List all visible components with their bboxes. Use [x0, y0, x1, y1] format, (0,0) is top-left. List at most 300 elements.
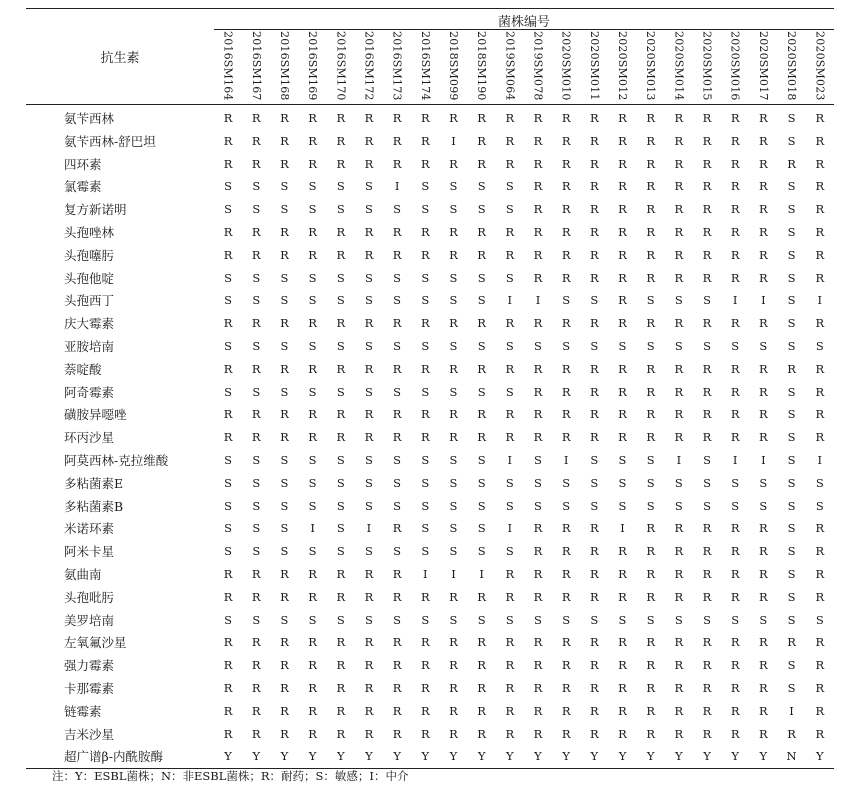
result-cell: R: [561, 202, 571, 217]
result-cell: R: [280, 566, 289, 581]
antibiotic-name: 阿奇霉素: [64, 384, 115, 400]
result-cell: S: [787, 430, 796, 445]
result-cell: Y: [496, 745, 524, 768]
result-cell: R: [251, 361, 261, 376]
result-cell: R: [730, 133, 740, 148]
result-cell: R: [730, 658, 740, 673]
result-cell: R: [392, 521, 402, 536]
result-cell: R: [308, 635, 317, 650]
result-cell: R: [280, 110, 289, 125]
result-cell: R: [533, 430, 543, 445]
result-cell: R: [618, 133, 627, 148]
result-cell: R: [308, 430, 317, 445]
result-cell: S: [534, 452, 542, 467]
result-cell: R: [251, 703, 261, 718]
result-cell: S: [759, 612, 768, 627]
result-cell: S: [336, 612, 345, 627]
result-cell: R: [505, 316, 515, 331]
strain-id-label: 2016SM172: [362, 31, 376, 101]
result-cell: R: [702, 635, 712, 650]
result-cell: R: [533, 521, 543, 536]
result-cell: R: [730, 110, 740, 125]
result-cell: R: [646, 179, 655, 194]
table-row: [26, 221, 834, 244]
result-cell: R: [589, 361, 599, 376]
table-row: [26, 745, 834, 768]
result-cell: S: [280, 452, 289, 467]
result-cell: R: [561, 247, 571, 262]
result-cell: R: [759, 726, 768, 741]
result-cell: R: [646, 247, 655, 262]
result-cell: R: [505, 407, 515, 422]
result-cell: R: [449, 658, 458, 673]
result-cell: R: [392, 635, 402, 650]
result-cell: R: [589, 384, 599, 399]
result-cell: R: [589, 133, 599, 148]
result-cell: R: [702, 726, 712, 741]
result-cell: R: [533, 566, 543, 581]
result-cell: R: [787, 361, 796, 376]
result-cell: R: [420, 110, 430, 125]
result-cell: S: [365, 452, 373, 467]
result-cell: S: [252, 544, 261, 559]
result-cell: R: [702, 179, 712, 194]
result-cell: R: [674, 202, 684, 217]
strain-column-header: [383, 31, 411, 104]
result-cell: R: [251, 133, 261, 148]
antibiotic-name: 氨苄西林-舒巴坦: [64, 133, 156, 149]
result-cell: S: [308, 179, 317, 194]
result-cell: R: [223, 133, 233, 148]
result-cell: R: [815, 430, 825, 445]
antibiotic-name: 复方新诺明: [64, 202, 127, 218]
result-cell: R: [223, 589, 233, 604]
result-cell: R: [759, 658, 768, 673]
result-cell: R: [618, 658, 627, 673]
result-cell: S: [618, 475, 627, 490]
result-cell: R: [674, 726, 684, 741]
result-cell: S: [421, 498, 430, 513]
table-row: [26, 471, 834, 494]
table-row: [26, 152, 834, 175]
result-cell: S: [815, 475, 824, 490]
result-cell: S: [477, 475, 486, 490]
result-cell: R: [449, 703, 458, 718]
result-cell: S: [393, 612, 402, 627]
result-cell: R: [364, 133, 374, 148]
result-cell: R: [533, 133, 543, 148]
result-cell: N: [777, 745, 805, 768]
result-cell: S: [421, 293, 430, 308]
result-cell: R: [477, 133, 486, 148]
result-cell: S: [646, 612, 655, 627]
strain-column-header: [637, 31, 665, 104]
result-cell: S: [787, 270, 796, 285]
result-cell: R: [759, 179, 768, 194]
result-cell: I: [535, 293, 541, 308]
result-cell: S: [505, 384, 514, 399]
result-cell: I: [394, 179, 400, 194]
result-cell: S: [449, 475, 458, 490]
result-cell: R: [702, 361, 712, 376]
result-cell: R: [702, 384, 712, 399]
result-cell: R: [759, 270, 768, 285]
result-cell: R: [308, 566, 317, 581]
antibiotic-name: 头孢西丁: [64, 293, 115, 309]
result-cell: R: [336, 589, 346, 604]
antibiotic-name: 米诺环素: [64, 521, 115, 537]
result-cell: Y: [524, 745, 552, 768]
result-cell: Y: [693, 745, 721, 768]
result-cell: S: [703, 475, 711, 490]
result-cell: S: [224, 475, 233, 490]
result-cell: S: [336, 452, 345, 467]
result-cell: S: [252, 612, 261, 627]
result-cell: R: [702, 110, 712, 125]
result-cell: S: [224, 612, 233, 627]
result-cell: R: [589, 658, 599, 673]
result-cell: R: [280, 726, 289, 741]
result-cell: R: [336, 703, 346, 718]
strain-id-label: 2018SM190: [475, 31, 489, 101]
result-cell: S: [393, 498, 402, 513]
antibiotic-name: 卡那霉素: [64, 680, 115, 696]
result-cell: R: [674, 133, 684, 148]
result-cell: S: [534, 338, 542, 353]
result-cell: S: [787, 566, 796, 581]
result-cell: R: [533, 156, 543, 171]
result-cell: R: [223, 361, 233, 376]
result-cell: R: [223, 247, 233, 262]
table-body: [26, 104, 834, 768]
result-cell: R: [505, 224, 515, 239]
strain-column-header: [411, 31, 439, 104]
result-cell: S: [421, 612, 430, 627]
result-cell: S: [308, 498, 317, 513]
result-cell: I: [451, 566, 456, 581]
result-cell: S: [393, 293, 402, 308]
result-cell: R: [646, 224, 655, 239]
result-cell: Y: [665, 745, 693, 768]
result-cell: S: [646, 338, 655, 353]
strain-id-label: 2019SM078: [531, 31, 545, 101]
result-cell: S: [308, 202, 317, 217]
result-cell: S: [336, 202, 345, 217]
result-cell: S: [703, 612, 711, 627]
result-cell: S: [505, 475, 514, 490]
result-cell: S: [336, 475, 345, 490]
result-cell: S: [674, 612, 683, 627]
result-cell: R: [364, 110, 374, 125]
result-cell: S: [787, 338, 796, 353]
table-row: [26, 198, 834, 221]
result-cell: I: [817, 452, 823, 467]
result-cell: S: [449, 498, 458, 513]
result-cell: R: [223, 566, 233, 581]
result-cell: R: [618, 110, 627, 125]
strain-id-label: 2020SM023: [813, 31, 827, 101]
result-cell: R: [730, 247, 740, 262]
result-cell: Y: [242, 745, 270, 768]
result-cell: R: [308, 224, 317, 239]
result-cell: R: [420, 316, 430, 331]
result-cell: S: [787, 202, 796, 217]
result-cell: S: [562, 612, 571, 627]
result-cell: S: [252, 521, 261, 536]
result-cell: R: [251, 726, 261, 741]
result-cell: R: [336, 110, 346, 125]
result-cell: R: [280, 703, 289, 718]
result-cell: R: [759, 430, 768, 445]
result-cell: R: [815, 110, 825, 125]
result-cell: R: [618, 270, 627, 285]
result-cell: R: [759, 110, 768, 125]
result-cell: R: [815, 407, 825, 422]
result-cell: R: [561, 110, 571, 125]
result-cell: S: [674, 338, 683, 353]
result-cell: S: [280, 179, 289, 194]
result-cell: R: [251, 680, 261, 695]
result-cell: R: [420, 635, 430, 650]
result-cell: R: [561, 703, 571, 718]
result-cell: R: [533, 202, 543, 217]
strain-column-header: [806, 31, 834, 104]
result-cell: R: [702, 589, 712, 604]
result-cell: S: [365, 612, 373, 627]
antibiotic-name: 阿莫西林-克拉维酸: [64, 452, 169, 468]
result-cell: R: [702, 247, 712, 262]
result-cell: R: [646, 430, 655, 445]
result-cell: R: [702, 202, 712, 217]
result-cell: R: [533, 361, 543, 376]
result-cell: R: [759, 544, 768, 559]
table-row: [26, 517, 834, 540]
result-cell: R: [561, 521, 571, 536]
result-cell: R: [674, 179, 684, 194]
result-cell: R: [646, 566, 655, 581]
result-cell: S: [421, 179, 430, 194]
antibiotic-name: 氯霉素: [64, 179, 102, 195]
result-cell: R: [251, 566, 261, 581]
result-cell: R: [477, 430, 486, 445]
result-cell: I: [732, 293, 738, 308]
result-cell: S: [252, 293, 261, 308]
result-cell: R: [392, 156, 402, 171]
result-cell: S: [787, 544, 796, 559]
result-cell: R: [533, 658, 543, 673]
result-cell: R: [815, 384, 825, 399]
result-cell: R: [618, 247, 627, 262]
result-cell: R: [618, 293, 627, 308]
result-cell: R: [336, 430, 346, 445]
result-cell: R: [759, 224, 768, 239]
result-cell: R: [336, 247, 346, 262]
result-cell: R: [449, 361, 458, 376]
result-cell: S: [393, 338, 402, 353]
result-cell: S: [562, 475, 571, 490]
result-cell: R: [730, 521, 740, 536]
result-cell: S: [674, 498, 683, 513]
result-cell: Y: [355, 745, 383, 768]
result-cell: R: [505, 361, 515, 376]
result-cell: S: [787, 384, 796, 399]
result-cell: S: [477, 498, 486, 513]
result-cell: R: [702, 224, 712, 239]
result-cell: R: [251, 658, 261, 673]
result-cell: R: [280, 407, 289, 422]
result-cell: R: [364, 316, 374, 331]
result-cell: R: [308, 247, 317, 262]
result-cell: S: [449, 452, 458, 467]
result-cell: R: [759, 589, 768, 604]
result-cell: R: [449, 156, 458, 171]
result-cell: S: [731, 475, 740, 490]
result-cell: R: [646, 156, 655, 171]
result-cell: I: [507, 452, 513, 467]
result-cell: S: [787, 179, 796, 194]
result-cell: R: [730, 384, 740, 399]
result-cell: R: [477, 658, 486, 673]
result-cell: S: [421, 475, 430, 490]
result-cell: S: [252, 384, 261, 399]
result-cell: R: [364, 247, 374, 262]
result-cell: R: [477, 589, 486, 604]
result-cell: S: [646, 498, 655, 513]
result-cell: R: [449, 316, 458, 331]
result-cell: S: [731, 338, 740, 353]
result-cell: S: [590, 612, 599, 627]
result-cell: R: [815, 133, 825, 148]
result-cell: R: [815, 316, 825, 331]
result-cell: R: [702, 133, 712, 148]
result-cell: S: [505, 179, 514, 194]
result-cell: I: [451, 133, 456, 148]
antibiotic-name: 头孢唑林: [64, 224, 115, 240]
result-cell: R: [223, 703, 233, 718]
result-cell: R: [815, 589, 825, 604]
strain-id-label: 2016SM169: [306, 31, 320, 101]
result-cell: R: [533, 384, 543, 399]
result-cell: I: [507, 293, 513, 308]
result-cell: S: [477, 544, 486, 559]
result-cell: S: [336, 384, 345, 399]
result-cell: S: [477, 452, 486, 467]
result-cell: R: [420, 247, 430, 262]
result-cell: R: [815, 270, 825, 285]
result-cell: R: [787, 726, 796, 741]
result-cell: R: [449, 407, 458, 422]
result-cell: R: [730, 589, 740, 604]
result-cell: I: [761, 293, 766, 308]
result-cell: Y: [721, 745, 749, 768]
result-cell: R: [730, 544, 740, 559]
result-cell: S: [252, 475, 261, 490]
result-cell: S: [731, 498, 740, 513]
result-cell: R: [336, 635, 346, 650]
result-cell: R: [589, 110, 599, 125]
strain-column-header: [439, 31, 467, 104]
result-cell: R: [477, 680, 486, 695]
strain-id-label: 2020SM015: [700, 31, 714, 101]
table-row: [26, 129, 834, 152]
result-cell: S: [618, 498, 627, 513]
result-cell: R: [730, 316, 740, 331]
result-cell: S: [590, 475, 599, 490]
result-cell: R: [674, 658, 684, 673]
result-cell: R: [589, 726, 599, 741]
result-cell: R: [702, 680, 712, 695]
result-cell: R: [392, 430, 402, 445]
result-cell: R: [618, 361, 627, 376]
result-cell: R: [815, 202, 825, 217]
result-cell: R: [308, 658, 317, 673]
result-cell: R: [449, 635, 458, 650]
result-cell: R: [449, 224, 458, 239]
result-cell: R: [674, 544, 684, 559]
result-cell: R: [533, 407, 543, 422]
antibiotic-name: 多粘菌素E: [64, 475, 124, 491]
result-cell: R: [392, 224, 402, 239]
result-cell: R: [589, 544, 599, 559]
result-cell: R: [477, 726, 486, 741]
result-cell: R: [561, 316, 571, 331]
result-cell: R: [533, 726, 543, 741]
table-row: [26, 426, 834, 449]
result-cell: R: [505, 156, 515, 171]
result-cell: R: [364, 726, 374, 741]
table-row: [26, 608, 834, 631]
result-cell: R: [618, 384, 627, 399]
table-row: [26, 699, 834, 722]
result-cell: R: [251, 589, 261, 604]
result-cell: I: [423, 566, 428, 581]
result-cell: S: [477, 202, 486, 217]
result-cell: S: [477, 521, 486, 536]
result-cell: R: [533, 635, 543, 650]
result-cell: S: [421, 338, 430, 353]
result-cell: R: [364, 680, 374, 695]
result-cell: R: [759, 635, 768, 650]
result-cell: R: [674, 156, 684, 171]
result-cell: S: [590, 452, 599, 467]
result-cell: S: [505, 270, 514, 285]
result-cell: R: [646, 680, 655, 695]
result-cell: I: [507, 521, 513, 536]
strain-column-header: [608, 31, 636, 104]
strain-column-header: [749, 31, 777, 104]
result-cell: R: [336, 156, 346, 171]
result-cell: S: [365, 475, 373, 490]
strain-id-label: 2016SM168: [277, 31, 291, 101]
result-cell: R: [420, 658, 430, 673]
result-cell: S: [505, 498, 514, 513]
strain-column-header: [270, 31, 298, 104]
result-cell: S: [252, 179, 261, 194]
result-cell: S: [787, 589, 796, 604]
result-cell: R: [759, 703, 768, 718]
result-cell: S: [365, 202, 373, 217]
result-cell: R: [589, 635, 599, 650]
result-cell: R: [646, 407, 655, 422]
result-cell: R: [561, 726, 571, 741]
result-cell: S: [787, 452, 796, 467]
result-cell: S: [336, 270, 345, 285]
result-cell: R: [730, 407, 740, 422]
result-cell: I: [479, 566, 484, 581]
result-cell: R: [251, 156, 261, 171]
result-cell: Y: [214, 745, 242, 768]
result-cell: R: [336, 566, 346, 581]
